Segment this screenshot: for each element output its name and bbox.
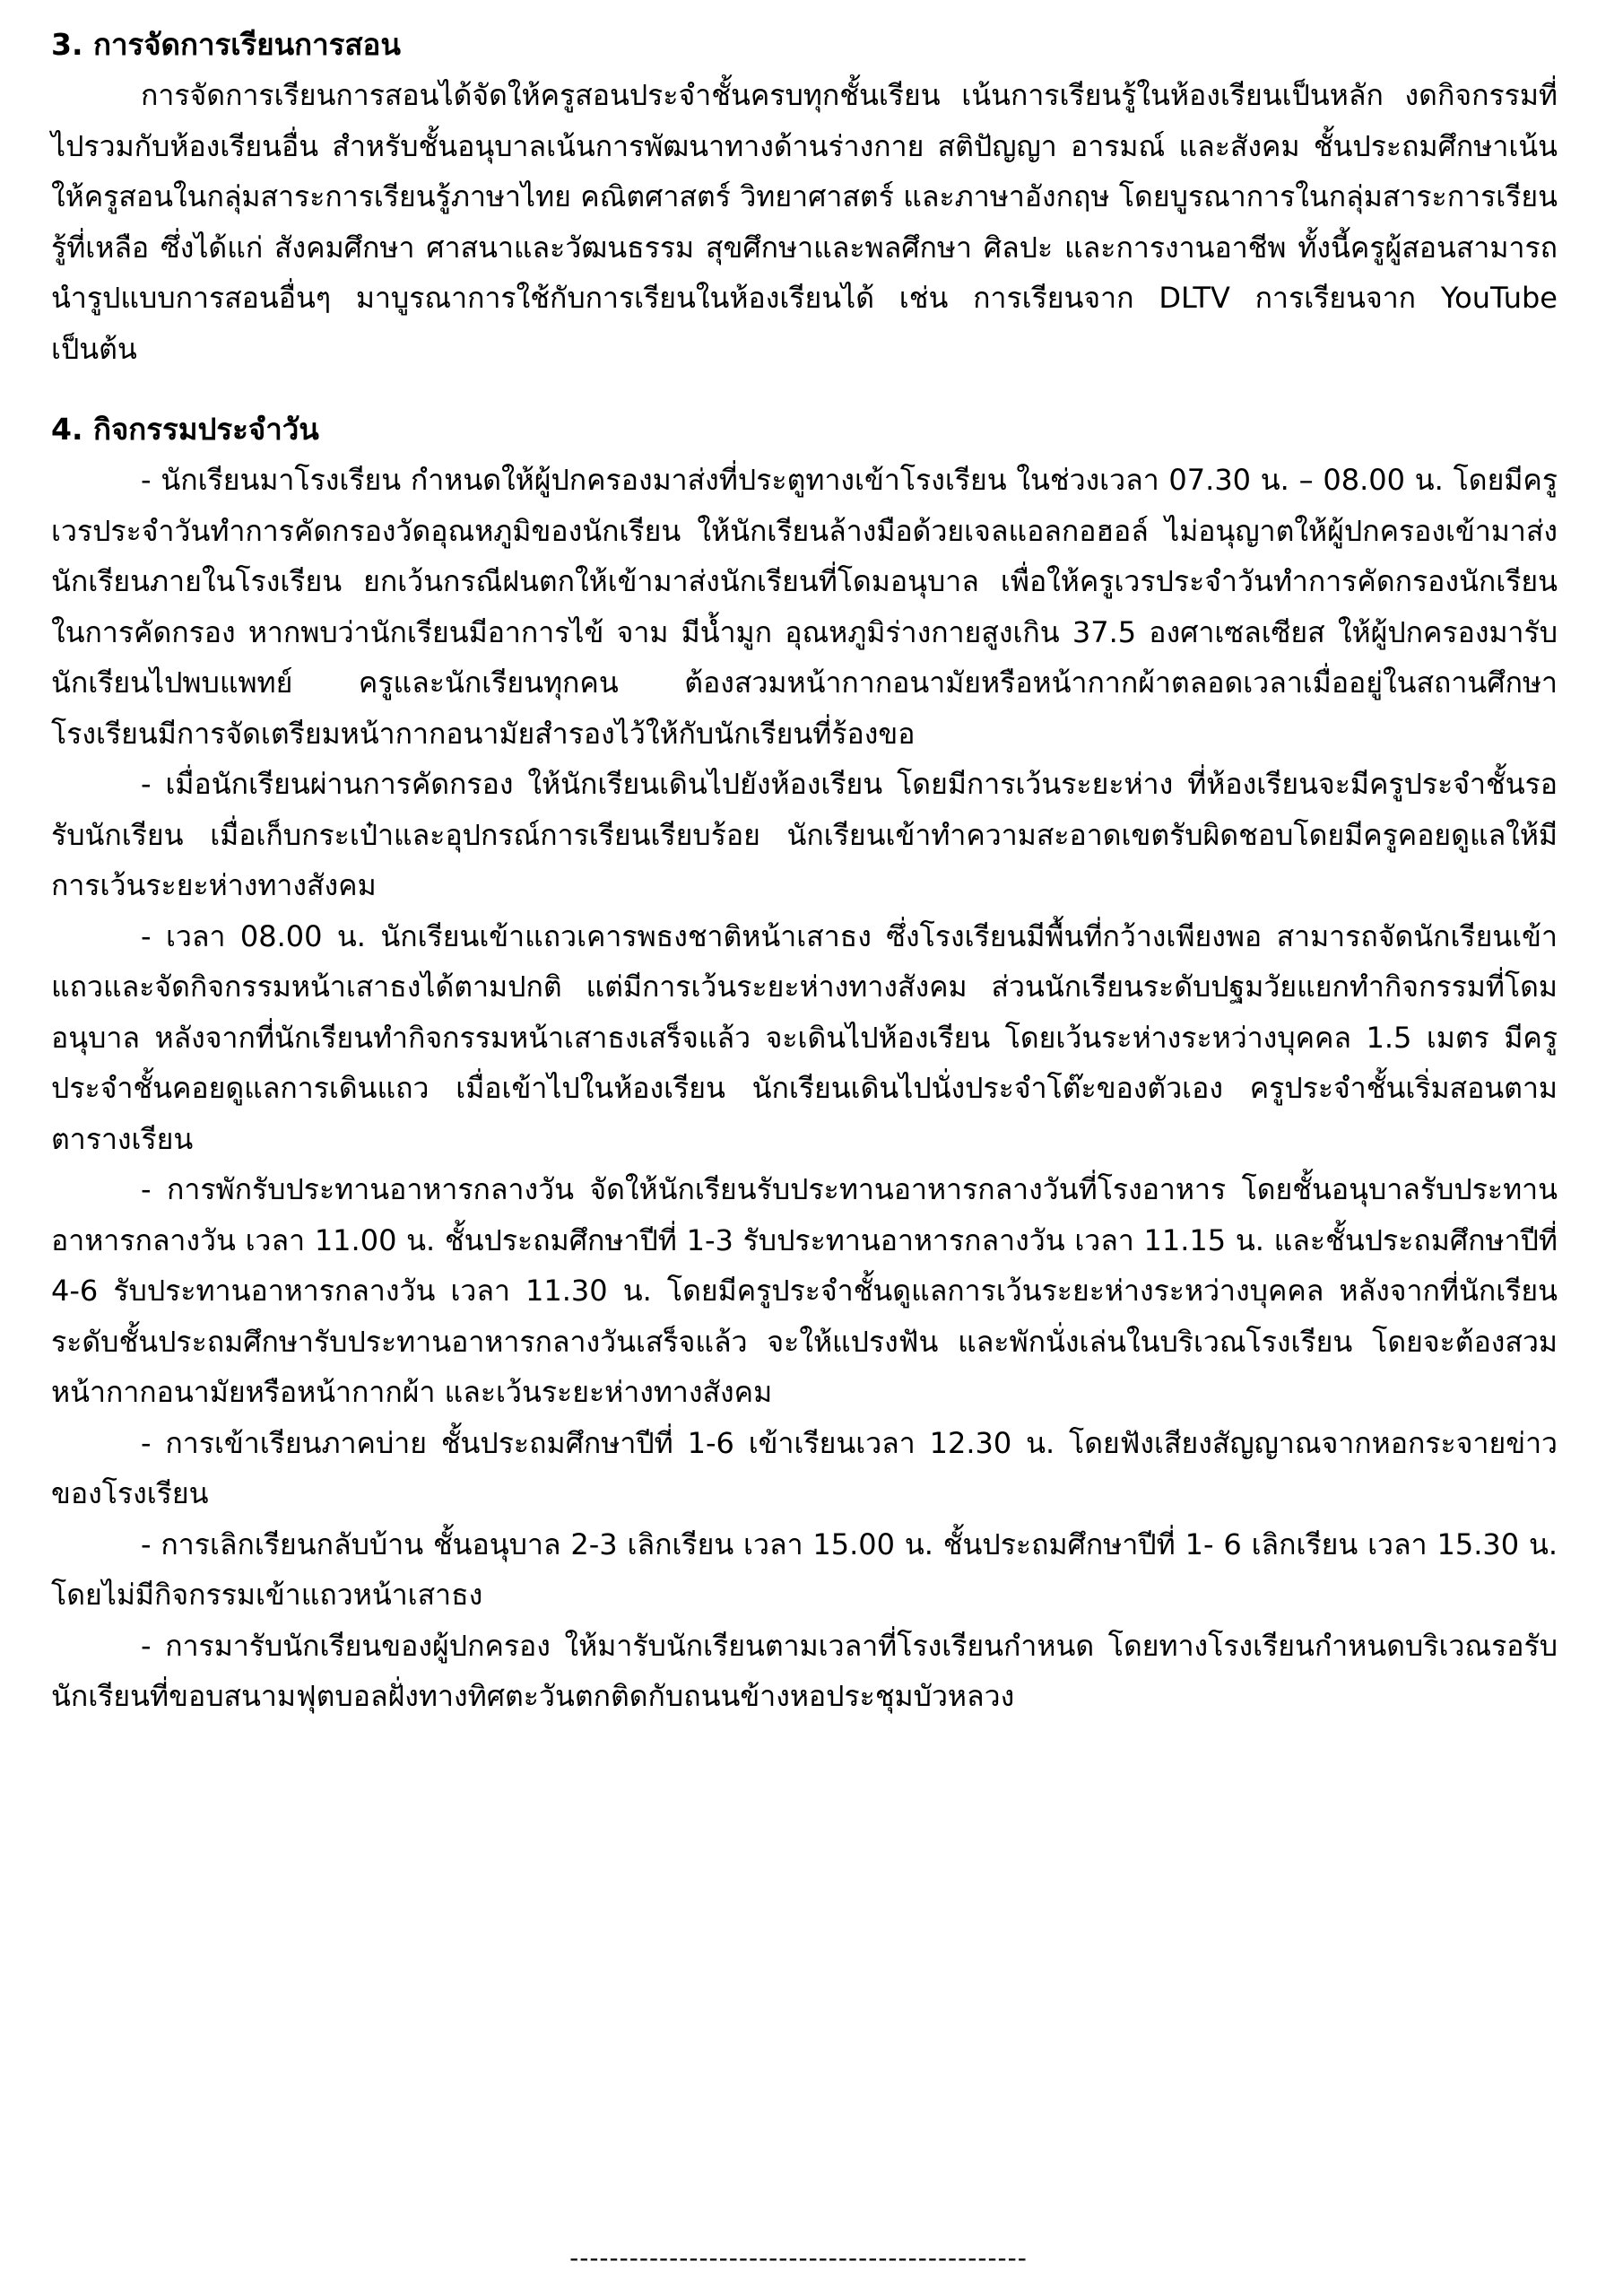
footer-divider: ---------------------------------------------- [569, 2243, 1028, 2273]
paragraph: - การเข้าเรียนภาคบ่าย ชั้นประถมศึกษาปีที่ 1-6 เข้าเรียนเวลา 12.30 น. โดยฟังเสียงสัญญาณจากหอกระจายข่าวของโรงเรียน [51, 1425, 1558, 1510]
document-page [51, 20, 1558, 1722]
paragraph: - เวลา 08.00 น. นักเรียนเข้าแถวเคารพธงชาติหน้าเสาธง ซึ่งโรงเรียนมีพื้นที่กว้างเพียงพอ สามารถจัดนักเรียนเข้าแถวและจัดกิจกรรมหน้าเสาธงได้ตามปกติ แต่มีการเว้นระยะห่างทางสังคม ส่วนนักเรียนระดับปฐมวัยแยกทำกิจกรรมที่โดมอนุบาล หลังจากที่นักเรียนทำกิจกรรมหน้าเสาธงเสร็จแล้ว จะเดินไปห้องเรียน โดยเว้นระห่างระหว่างบุคคล 1.5 เมตร มีครูประจำชั้นคอยดูแลการเดินแถว เมื่อเข้าไปในห้องเรียน นักเรียนเดินไปนั่งประจำโต๊ะของตัวเอง ครูประจำชั้นเริ่มสอนตามตารางเรียน [51, 918, 1558, 1156]
paragraph: - การพักรับประทานอาหารกลางวัน จัดให้นักเรียนรับประทานอาหารกลางวันที่โรงอาหาร โดยชั้นอนุบาลรับประทานอาหารกลางวัน เวลา 11.00 น. ชั้นประถมศึกษาปีที่ 1-3 รับประทานอาหารกลางวัน เวลา 11.15 น. และชั้นประถมศึกษาปีที่ 4-6 รับประทานอาหารกลางวัน เวลา 11.30 น. โดยมีครูประจำชั้นดูแลการเว้นระยะห่างระหว่างบุคคล หลังจากที่นักเรียนระดับชั้นประถมศึกษารับประทานอาหารกลางวันเสร็จแล้ว จะให้แปรงฟัน และพักนั่งเล่นในบริเวณโรงเรียน โดยจะต้องสวมหน้ากากอนามัยหรือหน้ากากผ้า และเว้นระยะห่างทางสังคม [51, 1172, 1558, 1409]
paragraph: - นักเรียนมาโรงเรียน กำหนดให้ผู้ปกครองมาส่งที่ประตูทางเข้าโรงเรียน ในช่วงเวลา 07.30 น. – 08.00 น. โดยมีครูเวรประจำวันทำการคัดกรองวัดอุณหภูมิของนักเรียน ให้นักเรียนล้างมือด้วยเจลแอลกอฮอล์ ไม่อนุญาตให้ผู้ปกครองเข้ามาส่งนักเรียนภายในโรงเรียน ยกเว้นกรณีฝนตกให้เข้ามาส่งนักเรียนที่โดมอนุบาล เพื่อให้ครูเวรประจำวันทำการคัดกรองนักเรียน ในการคัดกรอง หากพบว่านักเรียนมีอาการไข้ จาม มีน้ำมูก อุณหภูมิร่างกายสูงเกิน 37.5 องศาเซลเซียส ให้ผู้ปกครองมารับนักเรียนไปพบแพทย์ ครูและนักเรียนทุกคน ต้องสวมหน้ากากอนามัยหรือหน้ากากผ้าตลอดเวลาเมื่ออยู่ในสถานศึกษา โรงเรียนมีการจัดเตรียมหน้ากากอนามัยสำรองไว้ให้กับนักเรียนที่ร้องขอ [51, 463, 1558, 751]
paragraph: - การมารับนักเรียนของผู้ปกครอง ให้มารับนักเรียนตามเวลาที่โรงเรียนกำหนด โดยทางโรงเรียนกำหนดบริเวณรอรับนักเรียนที่ขอบสนามฟุตบอลฝั่งทางทิศตะวันตกติดกับถนนข้างหอประชุมบัวหลวง [51, 1628, 1558, 1713]
section-heading: 3. การจัดการเรียนการสอน [51, 27, 401, 62]
paragraph: - เมื่อนักเรียนผ่านการคัดกรอง ให้นักเรียนเดินไปยังห้องเรียน โดยมีการเว้นระยะห่าง ที่ห้องเรียนจะมีครูประจำชั้นรอรับนักเรียน เมื่อเก็บกระเป๋าและอุปกรณ์การเรียนเรียบร้อย นักเรียนเข้าทำความสะอาดเขตรับผิดชอบโดยมีครูคอยดูแลให้มีการเว้นระยะห่างทางสังคม [51, 767, 1558, 902]
section-teaching [51, 20, 1558, 374]
section-heading: 4. กิจกรรมประจำวัน [51, 412, 319, 447]
section-daily-activities [51, 404, 1558, 1722]
paragraph: - การเลิกเรียนกลับบ้าน ชั้นอนุบาล 2-3 เลิกเรียน เวลา 15.00 น. ชั้นประถมศึกษาปีที่ 1- 6 เลิกเรียน เวลา 15.30 น. โดยไม่มีกิจกรรมเข้าแถวหน้าเสาธง [51, 1526, 1558, 1612]
paragraph: การจัดการเรียนการสอนได้จัดให้ครูสอนประจำชั้นครบทุกชั้นเรียน เน้นการเรียนรู้ในห้องเรียนเป็นหลัก งดกิจกรรมที่ไปรวมกับห้องเรียนอื่น สำหรับชั้นอนุบาลเน้นการพัฒนาทางด้านร่างกาย สติปัญญา อารมณ์ และสังคม ชั้นประถมศึกษาเน้นให้ครูสอนในกลุ่มสาระการเรียนรู้ภาษาไทย คณิตศาสตร์ วิทยาศาสตร์ และภาษาอังกฤษ โดยบูรณาการในกลุ่มสาระการเรียนรู้ที่เหลือ ซึ่งได้แก่ สังคมศึกษา ศาสนาและวัฒนธรรม สุขศึกษาและพลศึกษา ศิลปะ และการงานอาชีพ ทั้งนี้ครูผู้สอนสามารถนำรูปแบบการสอนอื่นๆ มาบูรณาการใช้กับการเรียนในห้องเรียนได้ เช่น การเรียนจาก DLTV การเรียนจาก YouTube เป็นต้น [51, 78, 1558, 366]
